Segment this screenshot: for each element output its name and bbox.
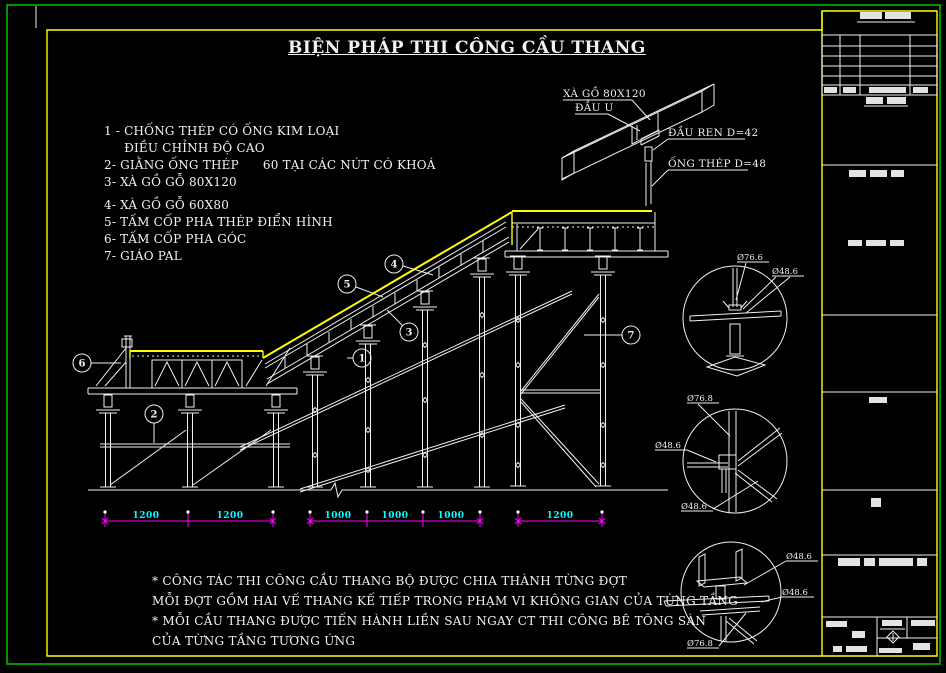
u-head-label: ĐẦU U	[575, 102, 614, 114]
svg-text:1: 1	[358, 353, 366, 365]
note-line-1: * CÔNG TÁC THI CÔNG CẦU THANG BỘ ĐƯỢC CHIA THÀNH TỪNG ĐỢT	[152, 574, 628, 588]
svg-text:3: 3	[405, 327, 413, 339]
illegible-text	[885, 12, 911, 19]
callout-3	[387, 310, 418, 341]
callout-2	[145, 405, 163, 443]
svg-text:1200: 1200	[546, 511, 574, 521]
detail-c-brace-top-dia: Ø48.6	[786, 552, 812, 562]
left-landing-scaffold	[88, 336, 297, 487]
revision-table	[822, 35, 937, 95]
left-horizontal-brace	[100, 444, 290, 447]
upper-landing-slab	[505, 211, 668, 257]
detail-b-brace-bottom-dia: Ø48.6	[681, 502, 707, 512]
legend-line-5: 5- TẤM CỐP PHA THÉP ĐIỂN HÌNH	[104, 215, 333, 229]
detail-a-post-dia: Ø76.6	[737, 253, 763, 263]
steel-pipe-label: ỐNG THÉP D=48	[668, 158, 767, 170]
svg-text:1000: 1000	[324, 511, 352, 521]
landing-deck-formwork	[130, 348, 290, 388]
left-diagonal-braces	[110, 430, 271, 485]
corner-form-bracket	[96, 336, 132, 388]
illegible-text	[860, 12, 882, 19]
note-line-4: CỦA TỪNG TẦNG TƯƠNG ỨNG	[152, 634, 356, 648]
svg-text:1000: 1000	[381, 511, 409, 521]
stair-slab-top-yellow	[263, 212, 512, 358]
svg-text:1200: 1200	[216, 511, 244, 521]
callout-1	[347, 349, 371, 367]
page-title: BIỆN PHÁP THI CÔNG CẦU THANG	[288, 38, 646, 58]
legend-line-4: 4- XÀ GỒ GỖ 60X80	[104, 198, 230, 212]
illegible-text	[866, 97, 883, 104]
joist-ticks	[285, 241, 483, 368]
callout-5	[338, 275, 383, 297]
break-symbol	[331, 483, 342, 497]
threaded-head-label: ĐẦU REN D=42	[668, 127, 759, 139]
sheet-borders	[7, 5, 940, 664]
svg-text:2: 2	[150, 409, 158, 421]
diagonal-bracing-tubes	[240, 291, 572, 492]
legend-line-6: 6- TẤM CỐP PHA GÓC	[104, 232, 247, 246]
legend-line-1: 1 - CHỐNG THÉP CÓ ỐNG KIM LOẠI	[104, 124, 340, 138]
svg-text:7: 7	[627, 330, 635, 342]
detail-b-brace-left-dia: Ø48.6	[655, 441, 681, 451]
legend-line-3: 3- XÀ GỒ GỖ 80X120	[104, 175, 237, 189]
svg-text:1000: 1000	[437, 511, 465, 521]
title-block	[822, 12, 937, 656]
detail-circle-node-clamp	[655, 393, 787, 513]
legend-line-7: 7- GIÁO PAL	[104, 249, 182, 263]
illegible-text	[887, 97, 906, 104]
dimension-lines	[102, 510, 605, 527]
note-line-3: * MỖI CẦU THANG ĐƯỢC TIẾN HÀNH LIỀN SAU NGAY CT THI CÔNG BÊ TÔNG SÀN	[152, 614, 707, 628]
legend-line-2: 2- GIẰNG ỐNG THÉP 60 TẠI CÁC NÚT CÓ KHOÁ	[104, 158, 436, 172]
girder-label: XÀ GỒ 80X120	[563, 88, 646, 100]
stair-slope-formwork	[263, 212, 512, 384]
signature-block	[826, 617, 937, 656]
pal-tower	[506, 256, 615, 487]
callout-7	[584, 326, 640, 344]
callout-6	[73, 354, 121, 372]
note-line-2: MỖI ĐỢT GỒM HAI VẾ THANG KẾ TIẾP TRONG PHẠM VI KHÔNG GIAN CỦA TỪNG TẦNG	[152, 594, 739, 608]
detail-c-post-dia: Ø76.8	[687, 639, 713, 649]
left-posts	[100, 413, 284, 487]
svg-text:5: 5	[343, 279, 351, 291]
landing-joists	[537, 228, 643, 250]
detail-b-post-dia: Ø76.8	[687, 394, 713, 404]
svg-text:4: 4	[390, 259, 398, 271]
legend-line-1b: ĐIỀU CHỈNH ĐỘ CAO	[104, 141, 265, 155]
detail-a-brace-dia: Ø48.6	[772, 267, 798, 277]
ground-line	[88, 483, 668, 497]
iso-girder-detail	[562, 84, 766, 206]
detail-c-brace-right-dia: Ø48.6	[782, 588, 808, 598]
svg-text:1200: 1200	[132, 511, 160, 521]
iso-labels	[563, 85, 766, 186]
outer-green-frame	[7, 5, 940, 664]
detail-circle-jack-base	[683, 252, 804, 376]
svg-text:6: 6	[78, 358, 86, 370]
threaded-section	[645, 147, 652, 161]
